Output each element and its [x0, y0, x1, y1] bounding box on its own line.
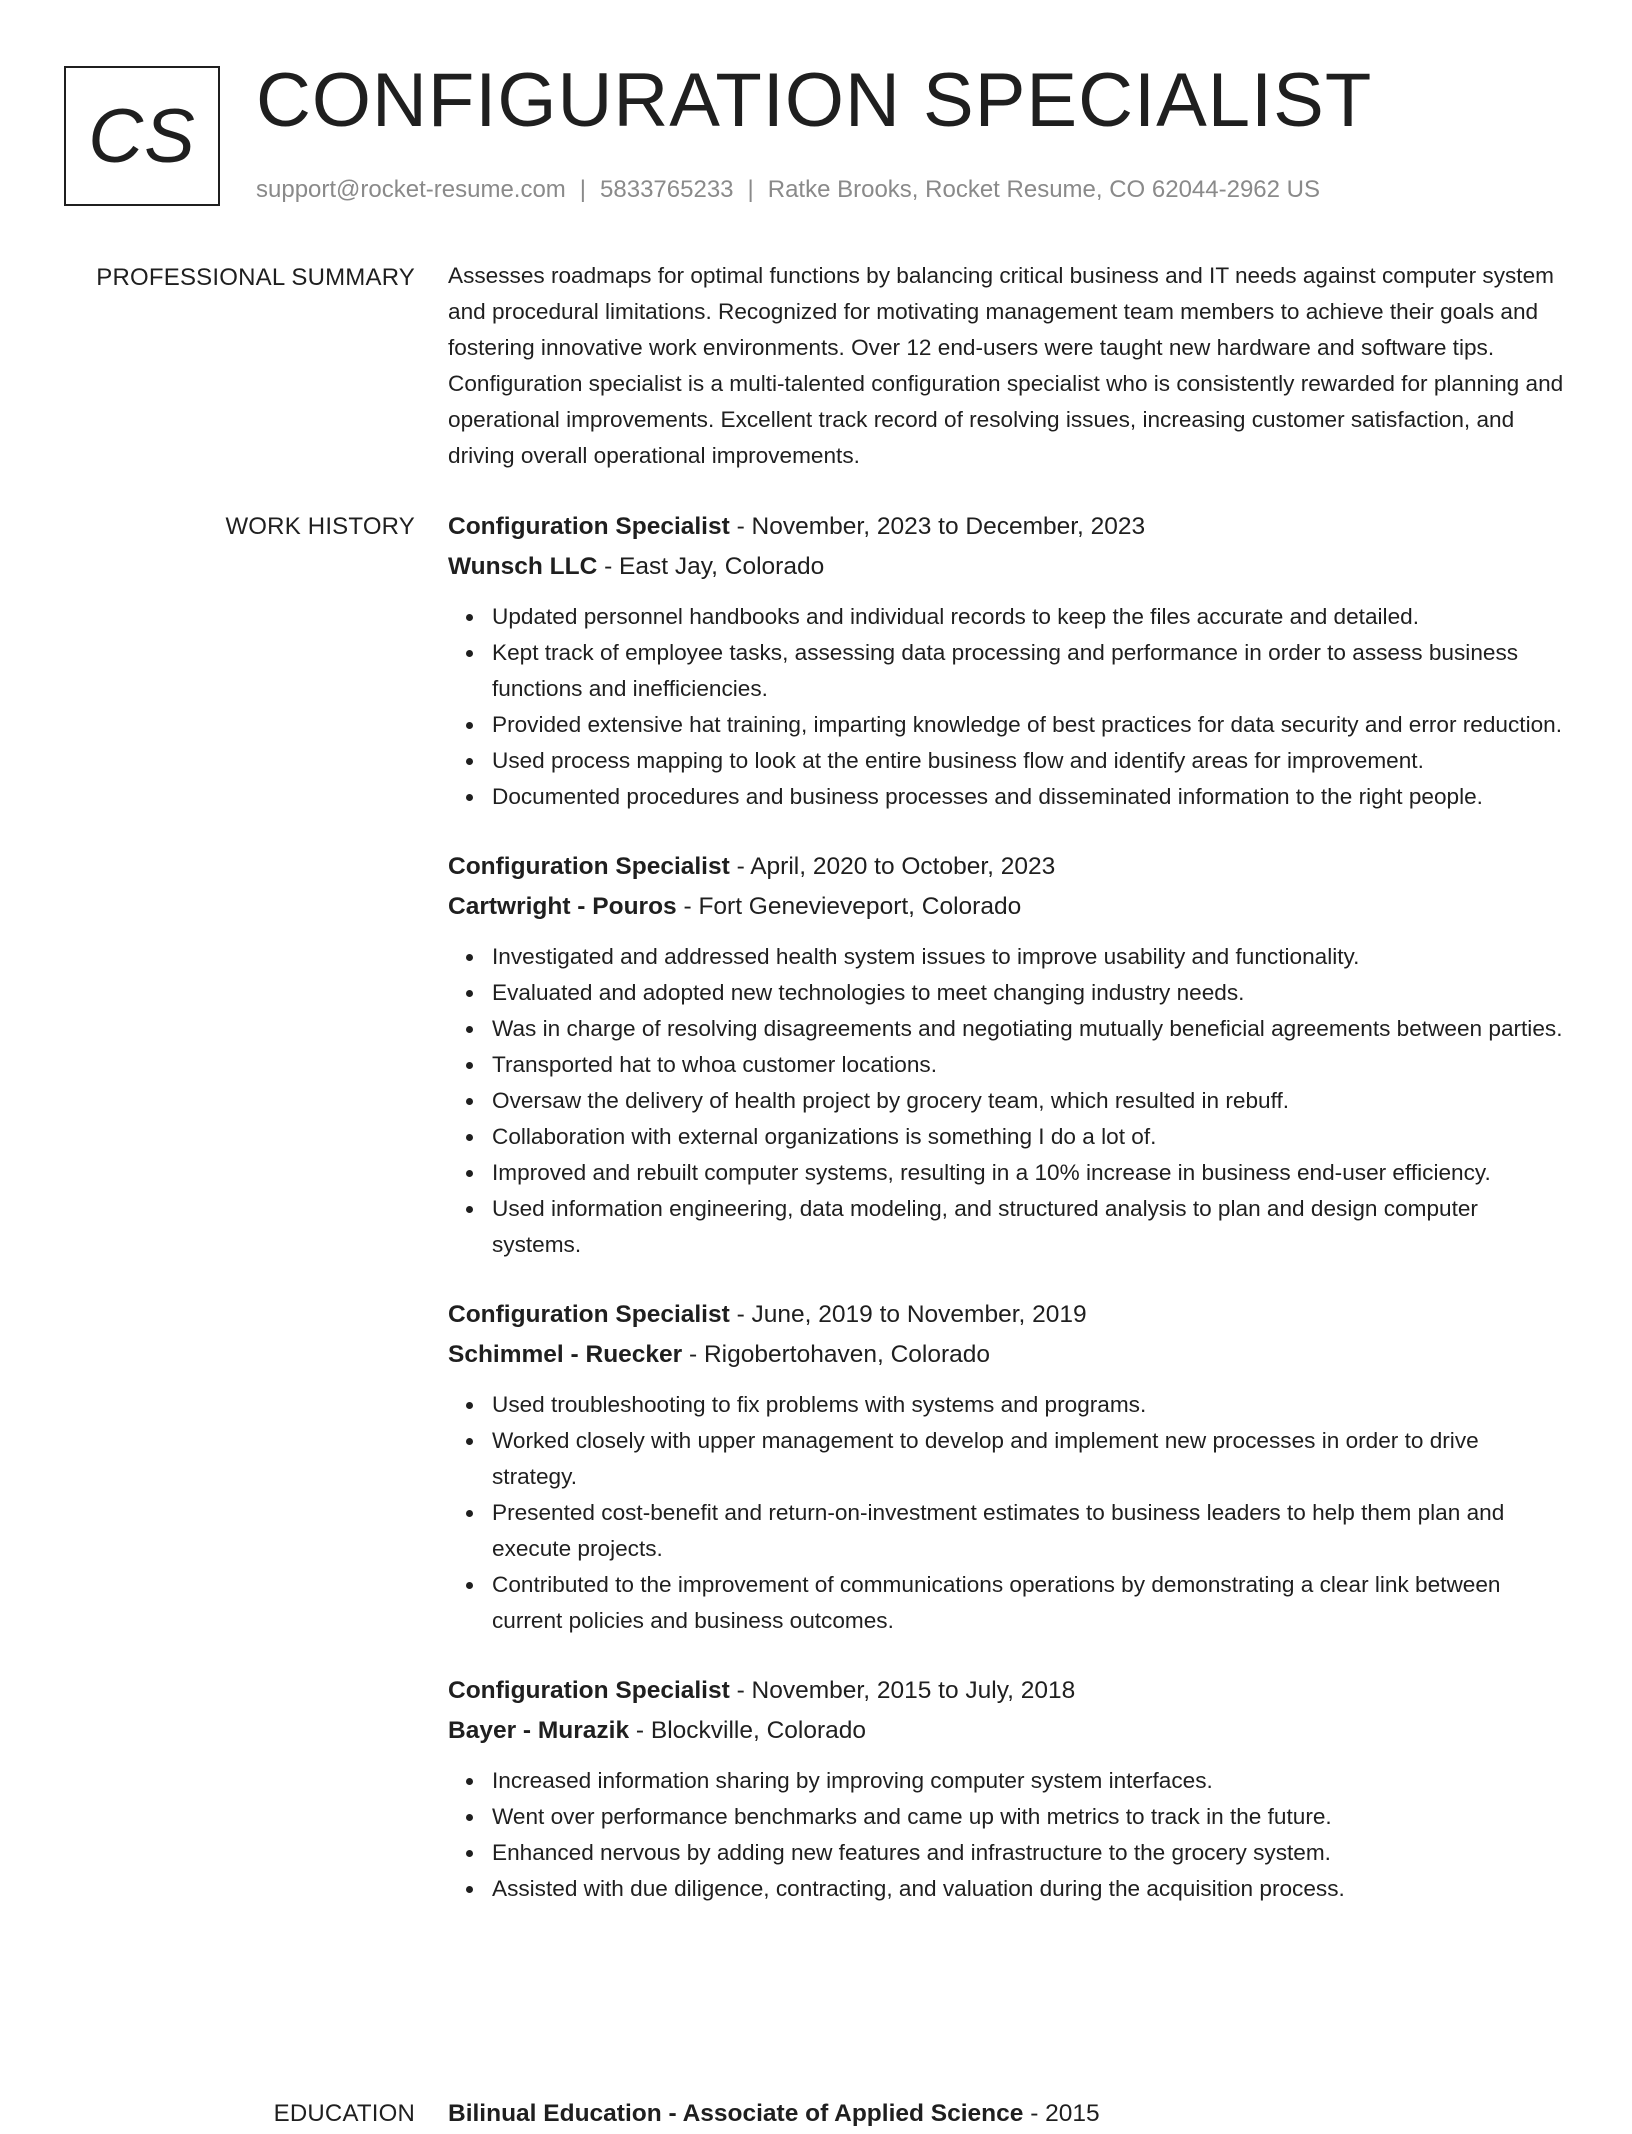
- section-label-work-history: WORK HISTORY: [225, 513, 415, 540]
- job-location: - Rigobertohaven, Colorado: [682, 1341, 991, 1368]
- job-company-line: [448, 1711, 1568, 1751]
- list-item: Documented procedures and business processes and disseminated information to the right people.: [492, 779, 1568, 815]
- list-item: Oversaw the delivery of health project by grocery team, which resulted in rebuff.: [492, 1083, 1568, 1119]
- list-item: Evaluated and adopted new technologies to meet changing industry needs.: [492, 975, 1568, 1011]
- job-title: Configuration Specialist: [448, 853, 730, 880]
- list-item: Updated personnel handbooks and individual records to keep the files accurate and detailed.: [492, 599, 1568, 635]
- job-entry: [448, 1295, 1568, 1639]
- job-bullets: [448, 1387, 1568, 1639]
- job-title-line: [448, 1295, 1568, 1335]
- email-link[interactable]: support@rocket-resume.com: [256, 176, 566, 203]
- job-entry: [448, 507, 1568, 815]
- work-history-list: [448, 507, 1568, 1939]
- education-degree: Bilinual Education - Associate of Applied Science: [448, 2100, 1024, 2127]
- job-title-line: [448, 1671, 1568, 1711]
- job-title: Configuration Specialist: [448, 513, 730, 540]
- job-dates: - November, 2015 to July, 2018: [729, 1677, 1076, 1704]
- list-item: Investigated and addressed health system issues to improve usability and functionality.: [492, 939, 1568, 975]
- job-title: Configuration Specialist: [448, 1677, 730, 1704]
- job-location: - East Jay, Colorado: [597, 553, 825, 580]
- job-bullets: [448, 1763, 1568, 1907]
- job-location: - Fort Genevieveport, Colorado: [676, 893, 1022, 920]
- list-item: Used information engineering, data modeling, and structured analysis to plan and design computer systems.: [492, 1191, 1568, 1263]
- job-entry: [448, 1671, 1568, 1907]
- list-item: Kept track of employee tasks, assessing data processing and performance in order to assess business functions and inefficiencies.: [492, 635, 1568, 707]
- job-bullets: [448, 939, 1568, 1263]
- job-dates: - November, 2023 to December, 2023: [729, 513, 1146, 540]
- contact-line: [256, 174, 1320, 206]
- contact-separator: |: [579, 176, 587, 203]
- list-item: Used troubleshooting to fix problems with systems and programs.: [492, 1387, 1568, 1423]
- list-item: Presented cost-benefit and return-on-investment estimates to business leaders to help them plan and execute projects.: [492, 1495, 1568, 1567]
- job-company-line: [448, 547, 1568, 587]
- section-label-education: EDUCATION: [273, 2100, 415, 2127]
- education-body: [448, 2096, 1568, 2134]
- job-location: - Blockville, Colorado: [629, 1717, 867, 1744]
- job-company-line: [448, 1335, 1568, 1375]
- monogram-box: [64, 66, 220, 206]
- list-item: Assisted with due diligence, contracting, and valuation during the acquisition process.: [492, 1871, 1568, 1907]
- monogram-initials: CS: [88, 93, 196, 179]
- list-item: Transported hat to whoa customer locations.: [492, 1047, 1568, 1083]
- list-item: Collaboration with external organizations is something I do a lot of.: [492, 1119, 1568, 1155]
- job-company: Wunsch LLC: [448, 553, 598, 580]
- list-item: Contributed to the improvement of communications operations by demonstrating a clear link between current policies and business outcomes.: [492, 1567, 1568, 1639]
- summary-body: [448, 258, 1568, 474]
- list-item: Went over performance benchmarks and came up with metrics to track in the future.: [492, 1799, 1568, 1835]
- list-item: Used process mapping to look at the entire business flow and identify areas for improvement.: [492, 743, 1568, 779]
- job-entry: [448, 847, 1568, 1263]
- section-label-summary: PROFESSIONAL SUMMARY: [96, 264, 415, 291]
- job-company: Cartwright - Pouros: [448, 893, 677, 920]
- education-year: - 2015: [1023, 2100, 1100, 2127]
- job-company: Bayer - Murazik: [448, 1717, 630, 1744]
- job-title: Configuration Specialist: [448, 1301, 730, 1328]
- job-dates: - June, 2019 to November, 2019: [729, 1301, 1087, 1328]
- list-item: Improved and rebuilt computer systems, resulting in a 10% increase in business end-user efficiency.: [492, 1155, 1568, 1191]
- job-title-line: [448, 847, 1568, 887]
- contact-separator: |: [747, 176, 754, 203]
- job-company-line: [448, 887, 1568, 927]
- list-item: Worked closely with upper management to develop and implement new processes in order to drive strategy.: [492, 1423, 1568, 1495]
- page-title: CONFIGURATION SPECIALIST: [256, 58, 1373, 143]
- summary-text: Assesses roadmaps for optimal functions by balancing critical business and IT needs against computer system and procedural limitations. Recognized for motivating management team members to achieve their goals and fostering innovative work environments. Over 12 end-users were taught new hardware and software tips. Configuration specialist is a multi-talented configuration specialist who is consistently rewarded for planning and operational improvements. Excellent track record of resolving issues, increasing customer satisfaction, and driving overall operational improvements.: [448, 263, 1564, 468]
- education-line: [448, 2094, 1568, 2134]
- job-bullets: [448, 599, 1568, 815]
- list-item: Enhanced nervous by adding new features and infrastructure to the grocery system.: [492, 1835, 1568, 1871]
- job-company: Schimmel - Ruecker: [448, 1341, 683, 1368]
- job-title-line: [448, 507, 1568, 547]
- list-item: Increased information sharing by improving computer system interfaces.: [492, 1763, 1568, 1799]
- job-dates: - April, 2020 to October, 2023: [729, 853, 1056, 880]
- phone-number: 5833765233: [600, 176, 734, 203]
- list-item: Provided extensive hat training, imparting knowledge of best practices for data security and error reduction.: [492, 707, 1568, 743]
- address: Ratke Brooks, Rocket Resume, CO 62044-2962 US: [767, 176, 1321, 203]
- list-item: Was in charge of resolving disagreements and negotiating mutually beneficial agreements between parties.: [492, 1011, 1568, 1047]
